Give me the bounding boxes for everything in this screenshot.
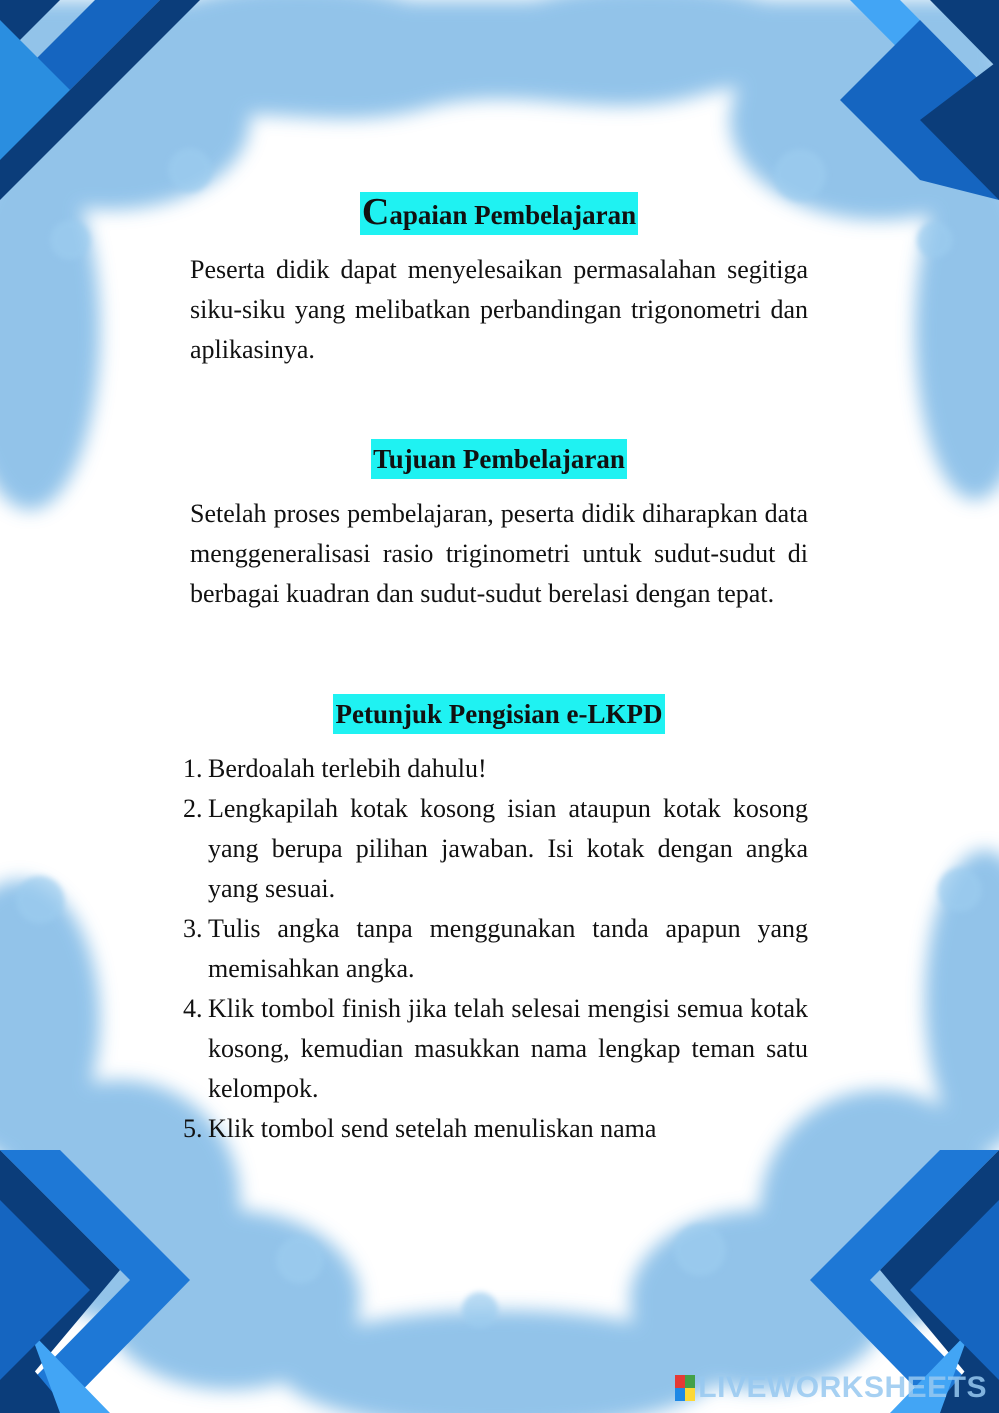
list-item-number: 5. bbox=[183, 1114, 203, 1143]
list-item-number: 1. bbox=[183, 754, 203, 783]
liveworksheets-logo-icon bbox=[675, 1375, 695, 1401]
capaian-heading bbox=[360, 192, 638, 235]
tujuan-paragraph: Setelah proses pembelajaran, peserta didik diharapkan data menggeneralisasi rasio triginometri untuk sudut-sudut di berbagai kuadran dan sudut-sudut berelasi dengan tepat. bbox=[190, 499, 808, 608]
watermark-text: LIVEWORKSHEETS bbox=[698, 1371, 987, 1404]
capaian-paragraph: Peserta didik dapat menyelesaikan permasalahan segitiga siku-siku yang melibatkan perbandingan trigonometri dan aplikasinya. bbox=[190, 255, 808, 364]
section-tujuan bbox=[190, 439, 808, 614]
list-item-number: 4. bbox=[183, 994, 203, 1023]
list-item bbox=[183, 1109, 808, 1149]
liveworksheets-watermark bbox=[675, 1371, 987, 1405]
instruction-list bbox=[183, 749, 808, 1149]
capaian-heading-rest: apaian Pembelajaran bbox=[389, 200, 637, 230]
list-item bbox=[183, 909, 808, 989]
section-capaian bbox=[190, 192, 808, 370]
list-item bbox=[183, 989, 808, 1109]
list-item bbox=[183, 789, 808, 909]
list-item bbox=[183, 749, 808, 789]
capaian-heading-initial: C bbox=[361, 191, 390, 233]
list-item-number: 2. bbox=[183, 794, 203, 823]
list-item-text: Klik tombol send setelah menuliskan nama bbox=[208, 1114, 657, 1143]
petunjuk-heading: Petunjuk Pengisian e-LKPD bbox=[333, 694, 664, 734]
section-petunjuk bbox=[183, 694, 808, 1149]
list-item-text: Tulis angka tanpa menggunakan tanda apapun yang memisahkan angka. bbox=[208, 914, 808, 983]
list-item-text: Klik tombol finish jika telah selesai mengisi semua kotak kosong, kemudian masukkan nama lengkap teman satu kelompok. bbox=[208, 994, 808, 1103]
tujuan-heading: Tujuan Pembelajaran bbox=[371, 439, 627, 479]
worksheet-content bbox=[183, 191, 808, 1149]
list-item-text: Lengkapilah kotak kosong isian ataupun kotak kosong yang berupa pilihan jawaban. Isi kotak dengan angka yang sesuai. bbox=[208, 794, 808, 903]
list-item-text: Berdoalah terlebih dahulu! bbox=[208, 754, 487, 783]
list-item-number: 3. bbox=[183, 914, 203, 943]
